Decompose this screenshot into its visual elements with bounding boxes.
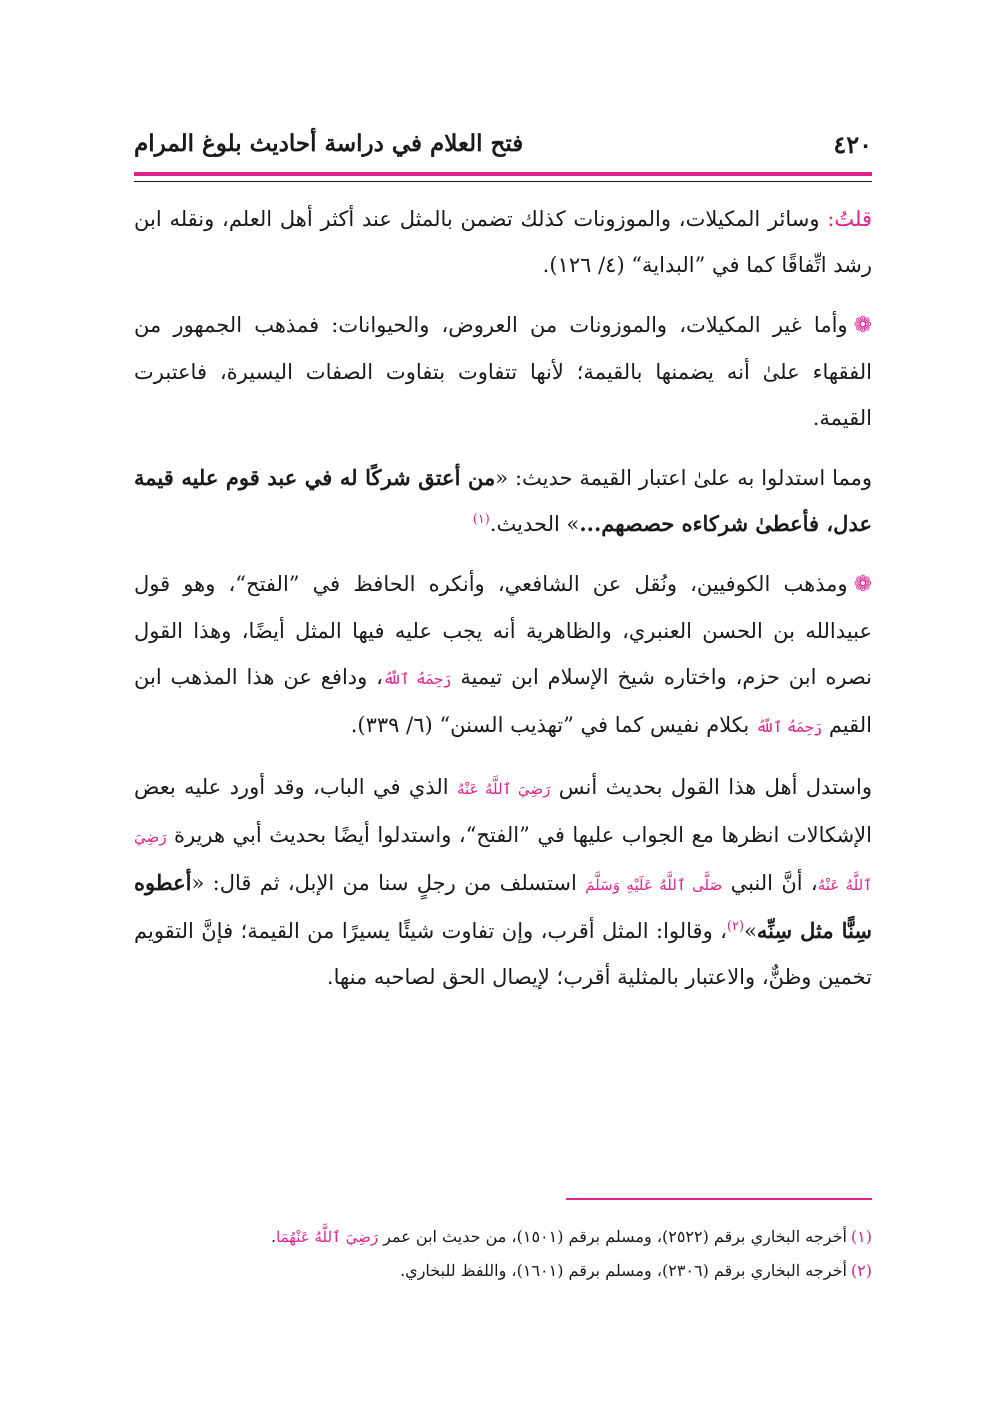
header-rule-thin xyxy=(134,181,872,182)
paragraph-5-part3: ، أنَّ النبي xyxy=(722,871,818,895)
paragraph-5-part4: استسلف من رجلٍ سنا من الإبل، ثم قال: « xyxy=(191,871,586,895)
paragraph-2 xyxy=(134,302,872,441)
page-header xyxy=(134,128,872,168)
paragraph-4-part3: بكلام نفيس كما في ”تهذيب السنن“ (٦/ ٣٣٩). xyxy=(350,713,756,737)
page-number: ٤٢٠ xyxy=(833,130,872,159)
footnotes xyxy=(134,1220,872,1288)
paragraph-4-part2: ، ودافع عن هذا المذهب ابن القيم xyxy=(134,665,872,737)
footnote-2 xyxy=(134,1254,872,1288)
main-text xyxy=(134,196,872,1014)
paragraph-2-text: وأما غير المكيلات، والموزونات من العروض، والحيوانات: فمذهب الجمهور من الفقهاء علىٰ أنه يضمنها بالقيمة؛ لأنها تتفاوت بتفاوت الصفات اليسيرة، فاعتبرت القيمة. xyxy=(134,313,872,430)
header-rule-accent xyxy=(134,172,872,176)
paragraph-3-pre: ومما استدلوا به علىٰ اعتبار القيمة حديث: « xyxy=(495,466,872,490)
flower-ornament-icon: ❁ xyxy=(853,572,872,597)
footnote-ref-1[interactable]: (١) xyxy=(472,512,490,527)
footnote-number: (١) xyxy=(850,1227,872,1246)
paragraph-5-part2: الذي في الباب، وقد أورد عليه بعض الإشكالات انظرها مع الجواب عليها في ”الفتح“، واستدلوا أيضًا بحديث أبي هريرة xyxy=(134,775,872,847)
paragraph-4-part1: ومذهب الكوفيين، ونُقل عن الشافعي، وأنكره الحافظ في ”الفتح“، وهو قول عبيدالله بن الحسن العنبري، والظاهرية أنه يجب عليه فيها المثل أيضًا، وهذا القول نصره ابن حزم، واختاره شيخ الإسلام ابن تيمية xyxy=(134,572,872,689)
footnote-number: (٢) xyxy=(850,1261,872,1280)
paragraph-5-post: » xyxy=(744,919,757,943)
paragraph-3 xyxy=(134,455,872,547)
paragraph-3-post: » الحديث. xyxy=(489,512,580,536)
footnote-end: . xyxy=(270,1227,277,1246)
honorific-salallahu-icon: صَلَّى ٱللَّهُ عَلَيْهِ وَسَلَّمَ xyxy=(585,876,723,894)
honorific-rahimahullah-icon: رَحِمَهُ ٱللَّهُ xyxy=(382,670,452,688)
flower-ornament-icon: ❁ xyxy=(853,313,872,338)
paragraph-5-part5: ، وقالوا: المثل أقرب، وإن تفاوت شيئًا يسيرًا من القيمة؛ فإنَّ التقويم تخمين وظنٌّ، والاعتبار بالمثلية أقرب؛ لإيصال الحق لصاحبه منها. xyxy=(134,919,872,989)
paragraph-1 xyxy=(134,196,872,288)
footnote-1 xyxy=(134,1220,872,1254)
paragraph-1-text: وسائر المكيلات، والموزونات كذلك تضمن بالمثل عند أكثر أهل العلم، ونقله ابن رشد اتِّفاقًا كما في ”البداية“ (٤/ ١٢٦). xyxy=(134,207,872,277)
honorific-rahimahullah-icon: رَحِمَهُ ٱللَّهُ xyxy=(755,718,823,736)
footnote-text: أخرجه البخاري برقم (٢٣٠٦)، ومسلم برقم (١٦٠١)، واللفظ للبخاري. xyxy=(400,1261,847,1280)
honorific-radiallahu-icon: رَضِيَ ٱللَّهُ عَنْهُمَا xyxy=(276,1228,379,1246)
running-title: فتح العلام في دراسة أحاديث بلوغ المرام xyxy=(134,130,524,157)
hadith-text-2: أعطوه سِنًّا مثل سِنِّه xyxy=(134,870,873,943)
paragraph-4 xyxy=(134,561,872,750)
honorific-radiallahu-icon: رَضِيَ ٱللَّهُ عَنْهُ xyxy=(457,780,551,798)
footnote-text: أخرجه البخاري برقم (٢٥٢٢)، ومسلم برقم (١٥٠١)، من حديث ابن عمر xyxy=(378,1227,847,1246)
paragraph-5-part1: واستدل أهل هذا القول بحديث أنس xyxy=(550,775,872,799)
paragraph-5 xyxy=(134,764,872,1000)
honorific-radiallahu-icon: رَضِيَ ٱللَّهُ عَنْهُ xyxy=(134,828,872,894)
qultu-lead: قلتُ: xyxy=(827,207,872,231)
footnote-separator xyxy=(566,1198,872,1200)
footnote-ref-2[interactable]: (٢) xyxy=(726,919,745,934)
hadith-text-1: من أعتق شركًا له في عبد قوم عليه قيمة عدل، فأعطىٰ شركاءه حصصهم... xyxy=(134,465,872,536)
